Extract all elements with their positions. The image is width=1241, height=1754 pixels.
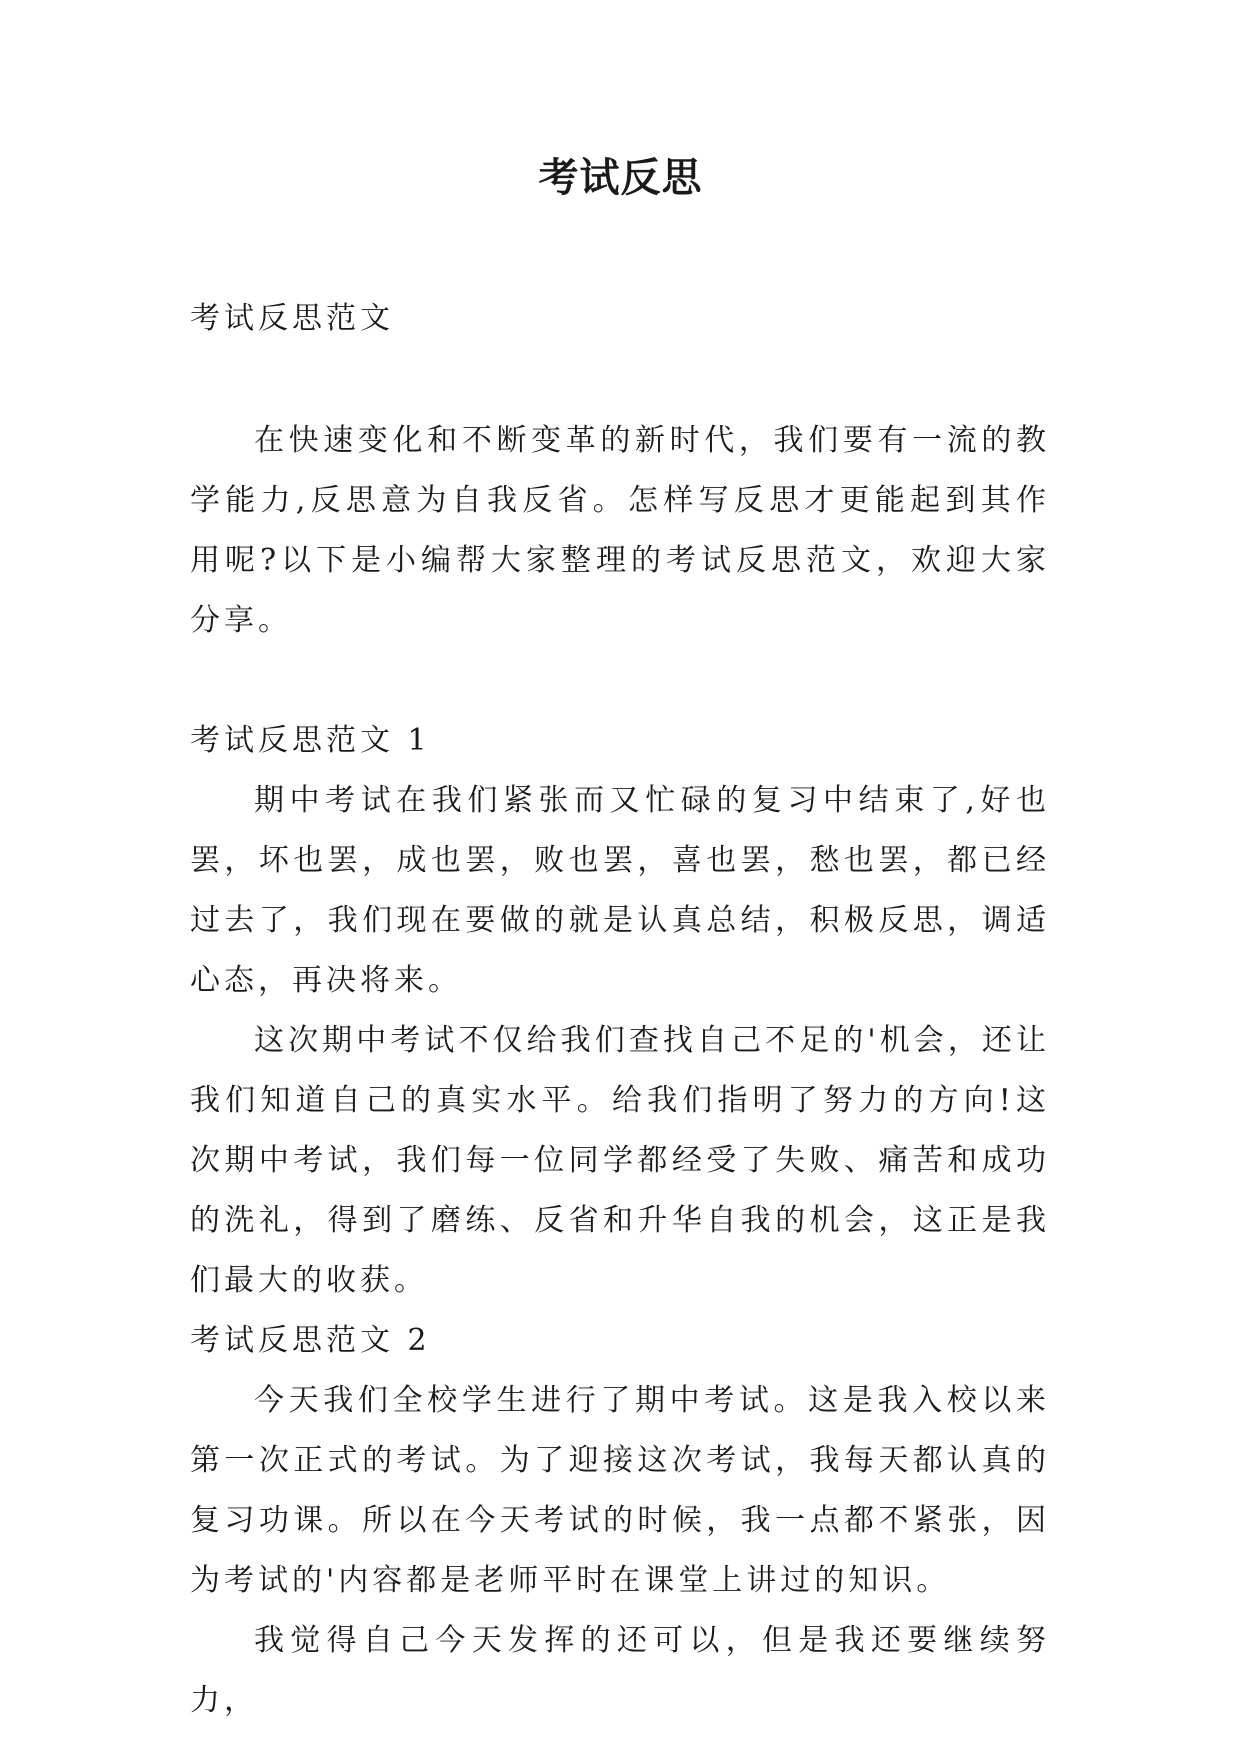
page-title: 考试反思 [538, 154, 703, 201]
section-heading: 考试反思范文 1 [190, 723, 431, 758]
section-heading: 考试反思范文 2 [190, 1323, 431, 1358]
document-subtitle: 考试反思范文 [190, 301, 394, 336]
section-paragraph: 这次期中考试不仅给我们查找自己不足的'机会，还让我们知道自己的真实水平。给我们指明了努力的方向!这次期中考试，我们每一位同学都经受了失败、痛苦和成功的洗礼，得到了磨练、反省和升华自我的机会，这正是我们最大的收获。 [190, 1023, 1050, 1298]
intro-paragraph: 在快速变化和不断变革的新时代，我们要有一流的教学能力,反思意为自我反省。怎样写反思才更能起到其作用呢?以下是小编帮大家整理的考试反思范文，欢迎大家分享。 [190, 423, 1050, 638]
section-paragraph: 我觉得自己今天发挥的还可以，但是我还要继续努力， [190, 1623, 1050, 1718]
document-body [190, 289, 1050, 1731]
spacer [190, 651, 1050, 711]
section-paragraph: 期中考试在我们紧张而又忙碌的复习中结束了,好也罢，坏也罢，成也罢，败也罢，喜也罢，愁也罢，都已经过去了，我们现在要做的就是认真总结，积极反思，调适心态，再决将来。 [190, 783, 1050, 998]
section-paragraph: 今天我们全校学生进行了期中考试。这是我入校以来第一次正式的考试。为了迎接这次考试，我每天都认真的复习功课。所以在今天考试的时候，我一点都不紧张，因为考试的'内容都是老师平时在课堂上讲过的知识。 [190, 1383, 1050, 1598]
spacer [190, 349, 1050, 411]
